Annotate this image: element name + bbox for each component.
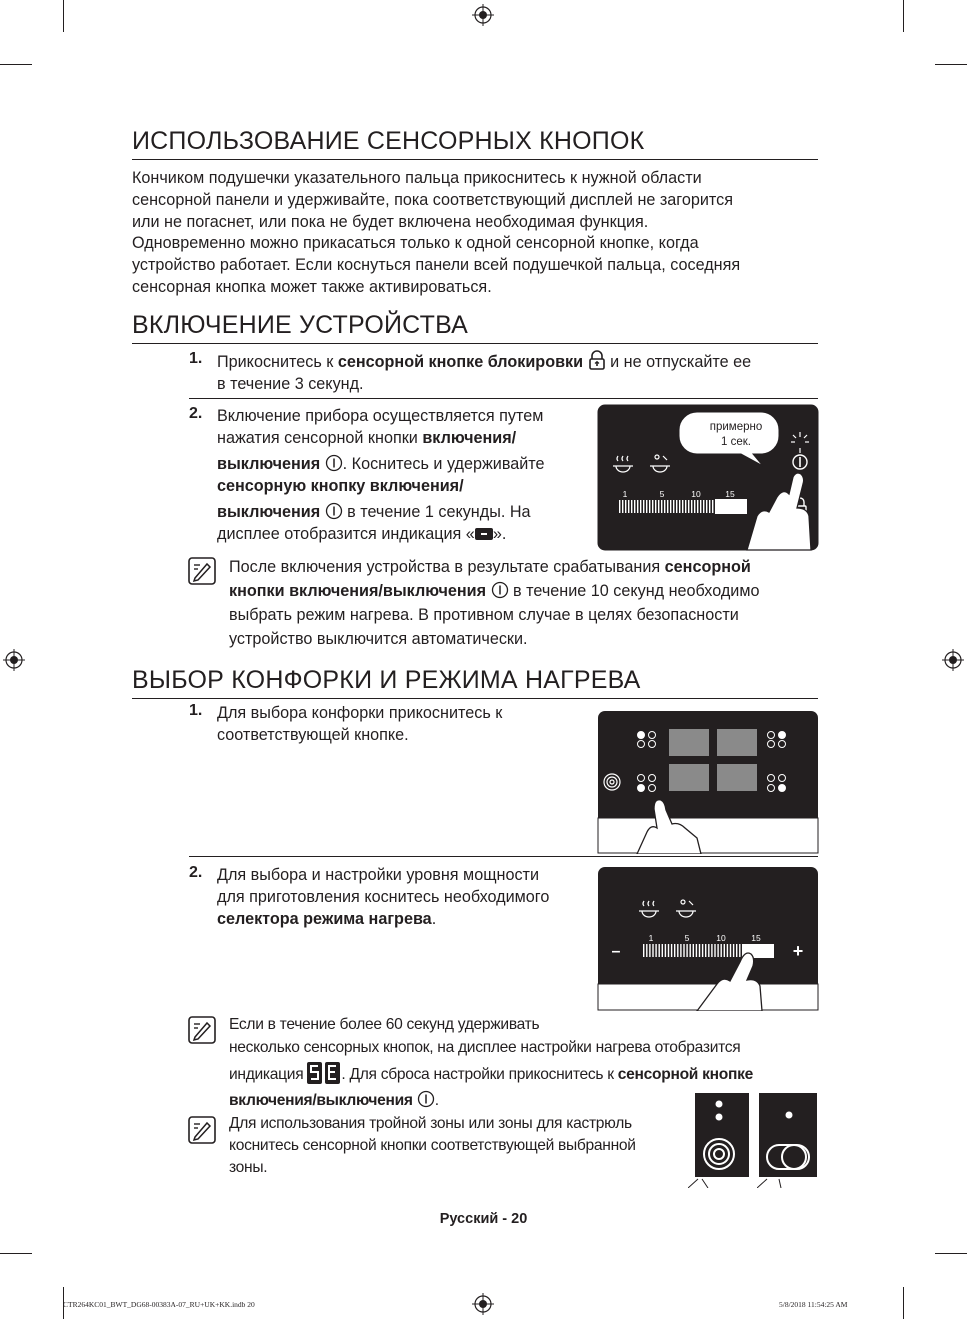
text-run: зоны. [229,1159,268,1176]
slider-tick [708,944,709,957]
text-run: в течение 3 секунд. [217,375,364,393]
step-number: 2. [189,405,203,422]
slider-tick [703,500,704,513]
bubble-text: 1 сек. [721,436,751,448]
slider-tick [631,500,632,513]
section-title-power-on: ВКЛЮЧЕНИЕ УСТРОЙСТВА [132,310,818,344]
section-title-burner-mode: ВЫБОР КОНФОРКИ И РЕЖИМА НАГРЕВА [132,665,818,699]
burner-zone [669,764,709,791]
burner-zone [717,729,757,756]
text-run: выбрать режим нагрева. В противном случае в целях безопасности [229,606,739,624]
slider-tick [655,944,656,957]
slider-tick [646,944,647,957]
slider-tick [643,500,644,513]
slider-tick [733,944,734,957]
note-power-timeout [229,555,829,651]
text-run: и не отпускайте ее [605,353,752,371]
slider-tick [625,500,626,513]
text-run: Для использования тройной зоны или зоны для кастрюль [229,1115,632,1132]
slider-tick [702,944,703,957]
text-run: Если в течение более 60 секунд удерживать [229,1016,540,1033]
slider-tick [693,944,694,957]
slider-tick [652,500,653,513]
burner-zone [669,729,709,756]
scale-label: 15 [725,489,735,499]
slider-tick [712,500,713,513]
text-run-bold: селектора режима нагрева [217,910,432,928]
text-run: в течение 10 секунд необходимо [508,582,760,600]
registration-mark-icon [472,1293,494,1315]
slider-tick [622,500,623,513]
slider-tick [706,500,707,513]
divider [189,398,818,399]
slider-tick [661,500,662,513]
power-icon [417,1090,435,1108]
section3-step1-text [217,702,587,746]
slider-tick [685,500,686,513]
text-run: индикация [229,1066,308,1083]
lock-icon [588,350,606,370]
scale-label: 5 [684,933,690,943]
step-number: 1. [189,350,203,367]
text-run-bold: выключения [217,455,321,473]
section2-step2-text [217,405,592,545]
crop-mark [935,64,967,65]
text-run-bold: сенсорной кнопке [617,1066,753,1083]
crop-mark [903,0,904,32]
paragraph-line: сенсорной панели и удерживайте, пока соответствующий дисплей не загорится [132,190,733,209]
text-run: Прикоснитесь к [217,353,338,371]
paragraph-line: сенсорная кнопка может также активироваться. [132,277,492,296]
scale-label: 1 [648,933,654,943]
slider-tick [721,944,722,957]
section-title-touch-buttons: ИСПОЛЬЗОВАНИЕ СЕНСОРНЫХ КНОПОК [132,126,818,160]
slider-tick [676,500,677,513]
triple-zone-illustration [688,1093,750,1188]
slider-tick [634,500,635,513]
slider-tick [643,944,644,957]
slider-tick [640,500,641,513]
slider-tick [683,944,684,957]
section1-paragraph [132,168,822,299]
scale-label: 15 [751,933,761,943]
slider-tick [690,944,691,957]
burner-zone [717,764,757,791]
text-run-bold: выключения [217,503,321,521]
text-run: в течение 1 секунды. На [342,503,531,521]
slider-tick [646,500,647,513]
registration-mark-icon [472,4,494,26]
slider-tick [670,500,671,513]
power-icon [325,502,343,520]
slider-tick [686,944,687,957]
text-run: несколько сенсорных кнопок, на дисплее настройки нагрева отобразится [229,1039,741,1056]
slider-tick [682,500,683,513]
slider-tick [699,944,700,957]
print-timestamp: 5/8/2018 11:54:25 AM [779,1300,848,1309]
section2-step1-text [217,350,817,395]
slider-tick [694,500,695,513]
slider-tick [668,944,669,957]
text-run: устройство выключится автоматически. [229,630,528,648]
registration-mark-icon [3,649,25,671]
slider-tick [637,500,638,513]
page-number: Русский - 20 [439,1211,528,1227]
text-run-bold: кнопки включения/выключения [229,582,487,600]
slider-tick [688,500,689,513]
plus-button-label: + [792,941,804,961]
slider-tick [667,500,668,513]
paragraph-line: Одновременно можно прикасаться только к одной сенсорной кнопке, когда [132,234,699,253]
slider-tick [674,944,675,957]
bubble-text: примерно [709,421,763,433]
slider-tick [619,500,620,513]
scale-label: 1 [622,489,628,499]
text-run: дисплее отобразится индикация « [217,525,475,543]
slider-tick [680,944,681,957]
text-run: . [434,1092,439,1109]
text-run-bold: сенсорную кнопку включения/ [217,477,464,495]
text-run: Включение прибора осуществляется путем [217,407,544,425]
slider-tick [655,500,656,513]
slider-tick [649,500,650,513]
pan-zone-illustration [757,1093,819,1188]
slider-tick [714,944,715,957]
slider-tick [709,500,710,513]
power-on-panel-illustration [597,404,819,551]
scale-label: 5 [659,489,665,499]
step-number: 2. [189,864,203,881]
se-indicator-icon [307,1062,341,1084]
note-triple-zone [229,1113,679,1179]
slider-tick [662,944,663,957]
slider-tick [679,500,680,513]
crop-mark [0,1253,32,1254]
crop-mark [903,1287,904,1319]
text-run: соответствующей кнопке. [217,726,409,744]
slider-tick [700,500,701,513]
slider-tick [691,500,692,513]
divider [189,856,818,857]
text-run: нажатия сенсорной кнопки [217,429,423,447]
slider-tick [628,500,629,513]
crop-mark [935,1253,967,1254]
text-run: Для выбора и настройки уровня мощности [217,866,540,884]
section3-step2-text [217,864,592,930]
slider-tick [659,944,660,957]
slider-tick [696,944,697,957]
note-icon [187,556,217,586]
note-icon [187,1015,217,1045]
slider-tick [739,944,740,957]
scale-label: 10 [716,933,726,943]
slider-tick [658,500,659,513]
slider-tick [711,944,712,957]
slider-tick [649,944,650,957]
slider-tick [652,944,653,957]
slider-tick [677,944,678,957]
scale-label: 10 [691,489,701,499]
slider-tick [697,500,698,513]
slider-tick [730,944,731,957]
slider-tick [705,944,706,957]
text-run: . [431,910,437,928]
text-run: После включения устройства в результате срабатывания [229,558,665,576]
slider-tick [727,944,728,957]
paragraph-line: Кончиком подушечки указательного пальца прикоснитесь к нужной области [132,169,702,187]
registration-mark-icon [942,649,964,671]
text-run: для приготовления коснитесь необходимого [217,888,550,906]
text-run-bold: включения/ [422,429,517,447]
slider-tick [664,500,665,513]
text-run-bold: сенсорной [664,558,751,576]
text-run-bold: сенсорной кнопке блокировки [337,353,584,371]
text-run: Для выбора конфорки прикоснитесь к [217,704,503,722]
slider-tick [671,944,672,957]
power-icon [325,454,343,472]
slider-tick [724,944,725,957]
note-icon [187,1115,217,1145]
display-dash-icon [475,528,493,540]
slider-tick [665,944,666,957]
power-level-panel-illustration [597,866,819,1011]
text-run-bold: включения/выключения [229,1092,413,1109]
slider-tick [736,944,737,957]
slider-tick [673,500,674,513]
minus-button-label: – [611,943,621,960]
step-number: 1. [189,702,203,719]
crop-mark [63,0,64,32]
text-run: . Для сброса настройки прикоснитесь к [341,1066,618,1083]
text-run: коснитесь сенсорной кнопки соответствующей выбранной [229,1137,636,1154]
slider-highlight [715,499,747,514]
crop-mark [0,64,32,65]
paragraph-line: устройство работает. Если коснуться панели всей подушечкой пальца, соседняя [132,256,741,275]
text-run: . Коснитесь и удерживайте [342,455,545,473]
text-run: ». [492,525,507,543]
file-info: CTR264KC01_BWT_DG68-00383A-07_RU+UK+KK.indb 20 [63,1300,255,1309]
burner-select-panel-illustration [597,710,819,854]
paragraph-line: или не погаснет, или пока не будет включена необходимая функция. [132,212,649,231]
slider-tick [717,944,718,957]
power-icon [491,581,509,599]
